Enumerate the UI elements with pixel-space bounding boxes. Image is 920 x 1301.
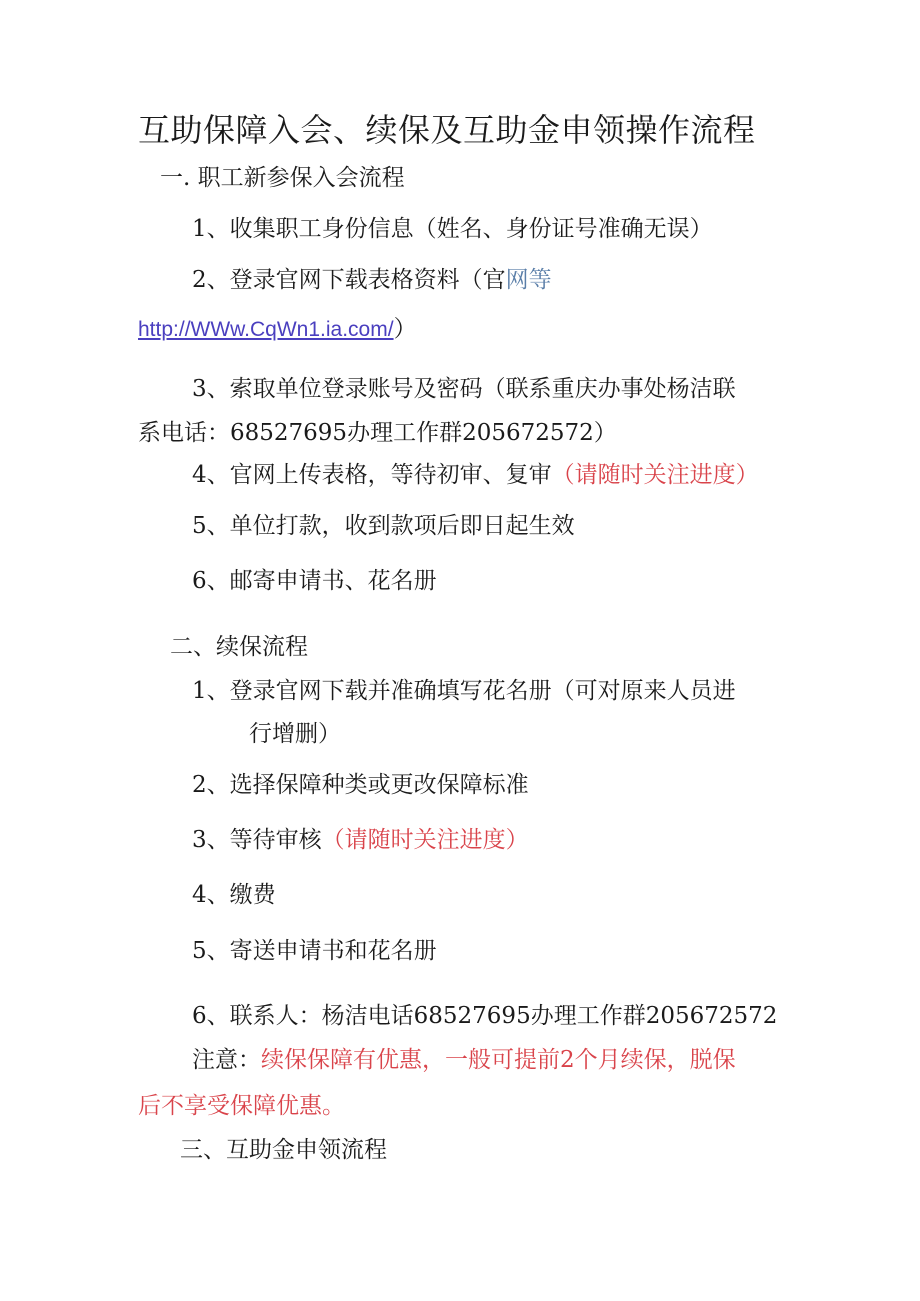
section1-step5: 5、单位打款，收到款项后即日起生效: [192, 513, 575, 539]
section1-step3-line2: 系电话：68527695办理工作群205672572）: [138, 420, 617, 446]
page-title: 互助保障入会、续保及互助金申领操作流程: [138, 111, 756, 149]
section3-heading: 三、互助金申领流程: [180, 1137, 387, 1163]
official-site-link[interactable]: http://WWw.CqWn1.ia.com/: [138, 318, 394, 341]
section2-step3: [192, 825, 529, 855]
note-label: 注意：: [192, 1047, 261, 1073]
section1-step2-cont: [138, 314, 417, 345]
section2-step5: 5、寄送申请书和花名册: [192, 938, 437, 964]
section1-step2-close: ）: [393, 316, 417, 342]
section1-step2-blue: 网等: [505, 267, 552, 293]
section2-step3-red: （请随时关注进度）: [321, 827, 529, 853]
section2-step3-text: 3、等待审核: [192, 827, 322, 853]
section1-step1: 1、收集职工身份信息（姓名、身份证号准确无误）: [192, 216, 713, 242]
section2-step6: 6、联系人：杨洁电话68527695办理工作群205672572: [192, 1003, 778, 1029]
section1-heading: 一. 职工新参保入会流程: [160, 165, 405, 191]
section2-heading: 二、续保流程: [170, 634, 308, 660]
note-red-line1: 续保保障有优惠，一般可提前2个月续保，脱保: [261, 1047, 736, 1073]
section2-step2: 2、选择保障种类或更改保障标准: [192, 772, 529, 798]
section2-note-line1: [192, 1045, 736, 1075]
section1-step2: [192, 265, 552, 295]
section2-step1-line2: 行增删）: [249, 721, 341, 747]
section2-note-line2: 后不享受保障优惠。: [138, 1093, 345, 1119]
section1-step4-red: （请随时关注进度）: [551, 462, 759, 488]
section1-step6: 6、邮寄申请书、花名册: [192, 568, 437, 594]
section1-step4: [192, 460, 759, 490]
section2-step4: 4、缴费: [192, 882, 276, 908]
section1-step3-line1: 3、索取单位登录账号及密码（联系重庆办事处杨洁联: [192, 376, 736, 402]
section1-step4-text: 4、官网上传表格，等待初审、复审: [192, 462, 552, 488]
section1-step2-text: 2、登录官网下载表格资料（官: [192, 267, 506, 293]
section2-step1-line1: 1、登录官网下载并准确填写花名册（可对原来人员进: [192, 678, 736, 704]
